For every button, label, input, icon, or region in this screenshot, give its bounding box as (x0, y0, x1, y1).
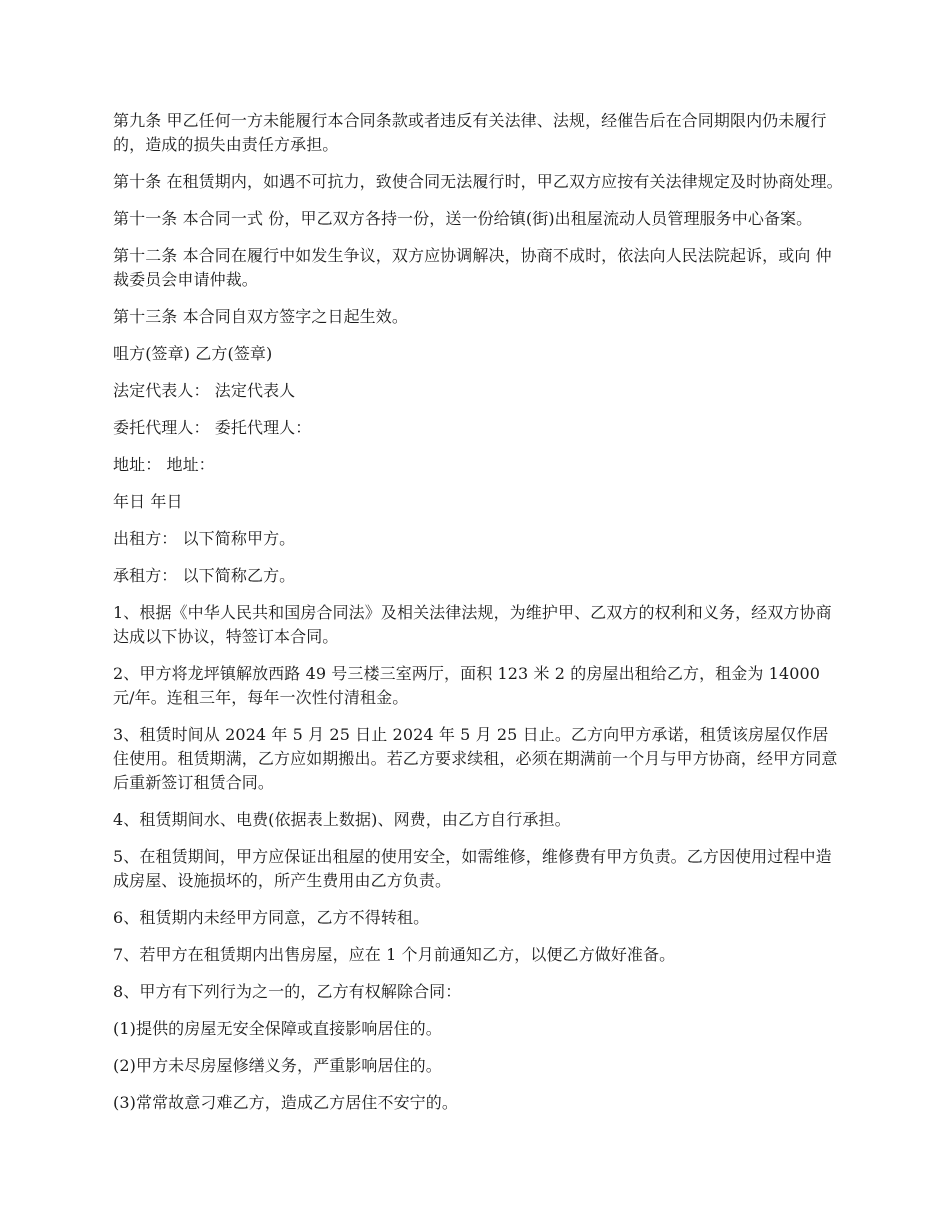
paragraph-article-10: 第十条 在租赁期内，如遇不可抗力，致使合同无法履行时，甲乙双方应按有关法律规定及时协商处理。 (113, 172, 843, 191)
lessee-line: 承租方： 以下简称乙方。 (113, 566, 296, 585)
clause-8-item-3: (3)常常故意刁难乙方，造成乙方居住不安宁的。 (113, 1093, 458, 1112)
clause-5: 5、在租赁期间，甲方应保证出租屋的使用安全，如需维修，维修费有甲方负责。乙方因使用过程中造成房屋、设施损坏的，所产生费用由乙方负责。 (113, 847, 832, 890)
clause-8-item-1: (1)提供的房屋无安全保障或直接影响居住的。 (113, 1019, 442, 1038)
authorized-agent-line: 委托代理人： 委托代理人： (113, 418, 312, 437)
date-line: 年日 年日 (113, 492, 183, 511)
clause-3: 3、租赁时间从 2024 年 5 月 25 日止 2024 年 5 月 25 日止。乙方向甲方承诺，租赁该房屋仅作居住使用。租赁期满，乙方应如期搬出。若乙方要求续租，必须在期满前一个月与甲方协商，经甲方同意后重新签订租赁合同。 (113, 725, 838, 792)
paragraph-article-11: 第十一条 本合同一式 份，甲乙双方各持一份，送一份给镇(街)出租屋流动人员管理服务中心备案。 (113, 209, 813, 228)
clause-6: 6、租赁期内未经甲方同意，乙方不得转租。 (113, 908, 430, 927)
clause-7: 7、若甲方在租赁期内出售房屋，应在 1 个月前通知乙方，以便乙方做好准备。 (113, 945, 676, 964)
paragraph-article-13: 第十三条 本合同自双方签字之日起生效。 (113, 307, 408, 326)
clause-8: 8、甲方有下列行为之一的，乙方有权解除合同： (113, 982, 462, 1001)
lessor-line: 出租方： 以下简称甲方。 (113, 529, 296, 548)
clause-2: 2、甲方将龙坪镇解放西路 49 号三楼三室两厅，面积 123 米 2 的房屋出租给乙方，租金为 14000 元/年。连租三年，每年一次性付清租金。 (113, 664, 821, 707)
legal-representative-line: 法定代表人： 法定代表人 (113, 381, 296, 400)
clause-1: 1、根据《中华人民共和国房合同法》及相关法律法规，为维护甲、乙双方的权利和义务，经双方协商达成以下协议，特签订本合同。 (113, 603, 832, 646)
document-page (113, 109, 843, 1128)
clause-4: 4、租赁期间水、电费(依据表上数据)、网费，由乙方自行承担。 (113, 810, 571, 829)
signature-line: 咀方(签章) 乙方(签章) (113, 344, 273, 363)
clause-8-item-2: (2)甲方未尽房屋修缮义务，严重影响居住的。 (113, 1056, 442, 1075)
address-line: 地址： 地址： (113, 455, 215, 474)
paragraph-article-12: 第十二条 本合同在履行中如发生争议，双方应协调解决，协商不成时，依法向人民法院起诉，或向 仲裁委员会申请仲裁。 (113, 246, 832, 289)
paragraph-article-9: 第九条 甲乙任何一方未能履行本合同条款或者违反有关法律、法规，经催告后在合同期限内仍未履行的，造成的损失由责任方承担。 (113, 111, 827, 154)
